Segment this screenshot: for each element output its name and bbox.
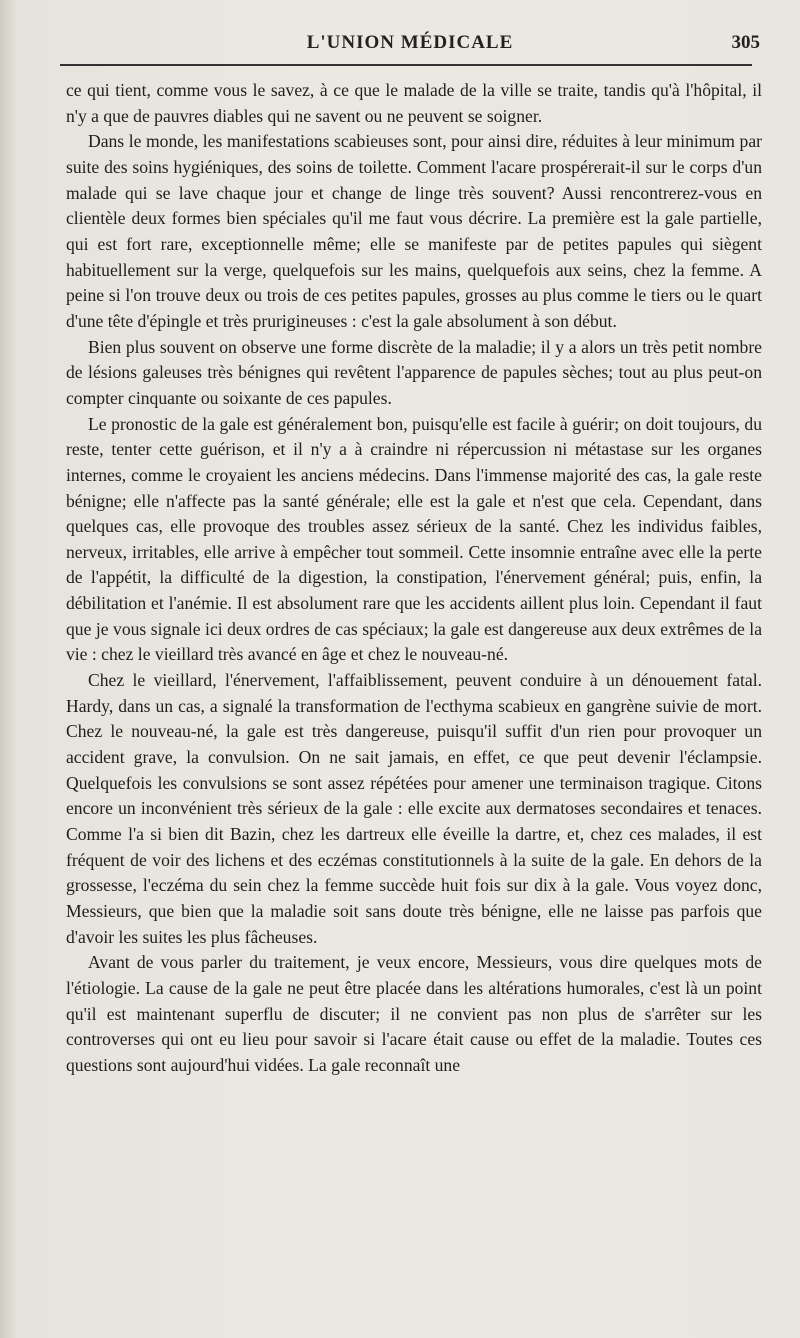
page-header: [60, 32, 760, 58]
paragraph-prognosis: Le pronostic de la gale est généralement bon, puisqu'elle est facile à guérir; on doit toujours, du reste, tenter cette guérison, et il n'y a à craindre ni répercussion ni métastase sur les organes internes, comme le croyaient les anciens médecins. Dans l'immense majorité des cas, la gale reste bénigne; elle n'affecte pas la santé générale; elle est la gale et n'est que cela. Cependant, dans quelques cas, elle provoque des troubles assez sérieux de la santé. Chez les individus faibles, nerveux, irritables, elle arrive à empêcher tout sommeil. Cette insomnie entraîne avec elle la perte de l'appétit, la difficulté de la digestion, la constipation, l'énervement général; puis, enfin, la débilitation et l'anémie. Il est absolument rare que les accidents aillent plus loin. Cependant il faut que je vous signale ici deux ordres de cas spéciaux; la gale est dangereuse aux deux extrêmes de la vie : chez le vieillard très avancé en âge et chez le nouveau-né.: [66, 413, 762, 665]
paragraph-continuation: ce qui tient, comme vous le savez, à ce que le malade de la ville se traite, tandis qu'à l'hôpital, il n'y a que de pauvres diables qui ne savent ou ne peuvent se soigner.: [66, 80, 762, 126]
paragraph-elderly-newborn: Chez le vieillard, l'énervement, l'affaiblissement, peuvent conduire à un dénouement fatal. Hardy, dans un cas, a signalé la transformation de l'ecthyma scabieux en gangrène suivie de mort. Chez le nouveau-né, la gale est très dangereuse, puisqu'il suffit d'un rien pour provoquer un accident grave, la convulsion. On ne sait jamais, en effet, ce que peut devenir l'éclampsie. Quelquefois les convulsions se sont assez répétées pour amener une terminaison tragique. Citons encore un inconvénient très sérieux de la gale : elle excite aux dermatoses secondaires et tenaces. Comme l'a si bien dit Bazin, chez les dartreux elle éveille la dartre, et, chez ces malades, il est fréquent de voir des lichens et des eczémas constitutionnels à la suite de la gale. En dehors de la grossesse, l'eczéma du sein chez la femme succède huit fois sur dix à la gale. Vous voyez donc, Messieurs, que bien que la maladie soit sans doute très bénigne, elle ne laisse pas parfois que d'avoir les suites les plus fâcheuses.: [66, 670, 762, 947]
header-rule: [60, 64, 752, 66]
paragraph-discrete-form: Bien plus souvent on observe une forme discrète de la maladie; il y a alors un très petit nombre de lésions galeuses très bénignes qui revêtent l'apparence de papules sèches; tout au plus peut-on compter cinquante ou soixante de ces papules.: [66, 336, 762, 408]
paragraph-clientele-forms: Dans le monde, les manifestations scabieuses sont, pour ainsi dire, réduites à leur minimum par suite des soins hygiéniques, des soins de toilette. Comment l'acare prospérerait-il sur le corps d'un malade qui se lave chaque jour et change de linge très souvent? Aussi rencontrerez-vous en clientèle deux formes bien spéciales qu'il me faut vous décrire. La première est la gale partielle, qui est fort rare, exceptionnelle même; elle se manifeste par de petites papules qui siègent habituellement sur la verge, quelquefois sur les mains, quelquefois aux seins, chez la femme. A peine si l'on trouve deux ou trois de ces petites papules, grosses au plus comme le tiers ou le quart d'une tête d'épingle et très prurigineuses : c'est la gale absolument à son début.: [66, 131, 762, 331]
running-title: L'UNION MÉDICALE: [306, 32, 514, 53]
paragraph-etiology: Avant de vous parler du traitement, je veux encore, Messieurs, vous dire quelques mots de l'étiologie. La cause de la gale ne peut être placée dans les altérations humorales, c'est là un point qu'il est maintenant superflu de discuter; il ne convient pas non plus de s'arrêter sur les controverses qui ont eu lieu pour savoir si l'acare était cause ou effet de la maladie. Toutes ces questions sont aujourd'hui vidées. La gale reconnaît une: [66, 952, 762, 1075]
body-text: [66, 78, 762, 1079]
page-number: 305: [731, 32, 760, 53]
